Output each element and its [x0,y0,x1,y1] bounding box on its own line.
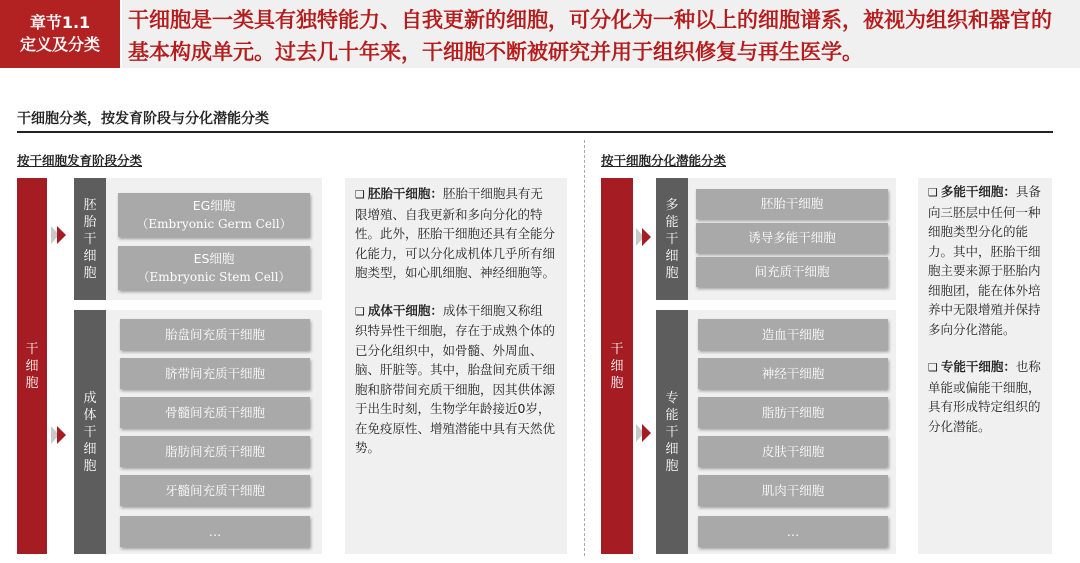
list-item: 肌肉干细胞 [698,475,888,506]
right-description [918,178,1052,554]
checkbox-bullet-icon: ❑ [928,361,938,374]
item-name: ES细胞 [193,251,235,266]
desc-head: 专能干细胞： [940,359,1016,374]
left-group2-label: 成体干细胞 [83,390,97,474]
right-group1-label: 多能干细胞 [665,197,679,281]
desc-body: 具备向三胚层中任何一种细胞类型分化的能力。其中，胚胎干细胞主要来源于胚胎内细胞团，能在体外培养中无限增殖并保持多向分化潜能。 [928,184,1041,337]
right-group2-bar [656,310,688,554]
chapter-label: 章节1.1 [29,13,91,32]
right-root-label: 干细胞 [610,341,624,391]
left-item-es-cell [118,246,310,290]
right-group2-label: 专能干细胞 [665,390,679,474]
desc-body: 胚胎干细胞具有无限增殖、自我更新和多向分化的特性。此外，胚胎干细胞还具有全能分化能力，可以分化成机体几乎所有细胞类型，如心肌细胞、神经细胞等。 [355,186,556,280]
arrow-icon [51,426,66,444]
list-item: … [698,516,888,547]
list-item: 间充质干细胞 [696,257,888,287]
checkbox-bullet-icon: ❑ [928,186,938,199]
chapter-sub: 定义及分类 [19,35,100,54]
left-group1-label: 胚胎干细胞 [83,197,97,281]
desc-head: 多能干细胞： [940,184,1016,199]
desc-body: 也称单能或偏能干细胞，具有形成特定组织的分化潜能。 [928,359,1041,434]
desc-head: 成体干细胞： [367,302,443,318]
section-title: 干细胞分类，按发育阶段与分化潜能分类 [17,111,269,127]
left-root-bar [17,178,47,554]
left-description [345,178,567,554]
list-item: 脂肪干细胞 [698,397,888,428]
list-item: 胚胎干细胞 [696,189,888,219]
desc-paragraph [928,357,1046,436]
list-item: 诱导多能干细胞 [696,223,888,253]
checkbox-bullet-icon: ❑ [355,188,365,201]
chapter-badge [0,0,120,68]
right-subtitle: 按干细胞分化潜能分类 [601,153,727,168]
desc-paragraph [355,184,555,283]
left-subtitle: 按干细胞发育阶段分类 [17,153,143,168]
desc-paragraph [355,301,555,458]
list-item: 骨髓间充质干细胞 [120,397,310,428]
list-item: 神经干细胞 [698,358,888,389]
list-item: 皮肤干细胞 [698,436,888,467]
list-item: 胎盘间充质干细胞 [120,319,310,350]
section-rule [17,131,1053,133]
list-item: 脂肪间充质干细胞 [120,436,310,467]
left-root-label: 干细胞 [25,341,39,391]
list-item: 造血干细胞 [698,319,888,350]
column-divider [584,140,585,556]
left-group2-bar [74,310,106,554]
left-group1-bar [74,178,106,300]
list-item: 牙髓间充质干细胞 [120,475,310,506]
checkbox-bullet-icon: ❑ [355,304,365,318]
arrow-icon [51,226,66,244]
left-item-eg-cell [118,193,310,237]
arrow-icon [636,228,651,246]
list-item: … [120,516,310,547]
desc-head: 胚胎干细胞： [367,186,443,201]
headline: 干细胞是一类具有独特能力、自我更新的细胞，可分化为一种以上的细胞谱系，被视为组织和器官的基本构成单元。过去几十年来，干细胞不断被研究并用于组织修复与再生医学。 [122,0,1080,68]
arrow-icon [636,424,651,442]
item-name: EG细胞 [192,198,236,213]
item-en: （Embryonic Stem Cell） [137,270,291,284]
list-item: 脐带间充质干细胞 [120,358,310,389]
right-root-bar [601,178,633,554]
right-group1-bar [656,178,688,300]
item-en: （Embryonic Germ Cell） [136,217,292,231]
desc-body: 成体干细胞又称组织特异性干细胞，存在于成熟个体的已分化组织中，如骨髓、外周血、脑、肝脏等。其中，胎盘间充质干细胞和脐带间充质干细胞，因其供体源于出生时刻，生物学年龄接近0岁，在免疫原性、增殖潜能中具有天然优势。 [355,302,556,455]
desc-paragraph [928,182,1046,339]
